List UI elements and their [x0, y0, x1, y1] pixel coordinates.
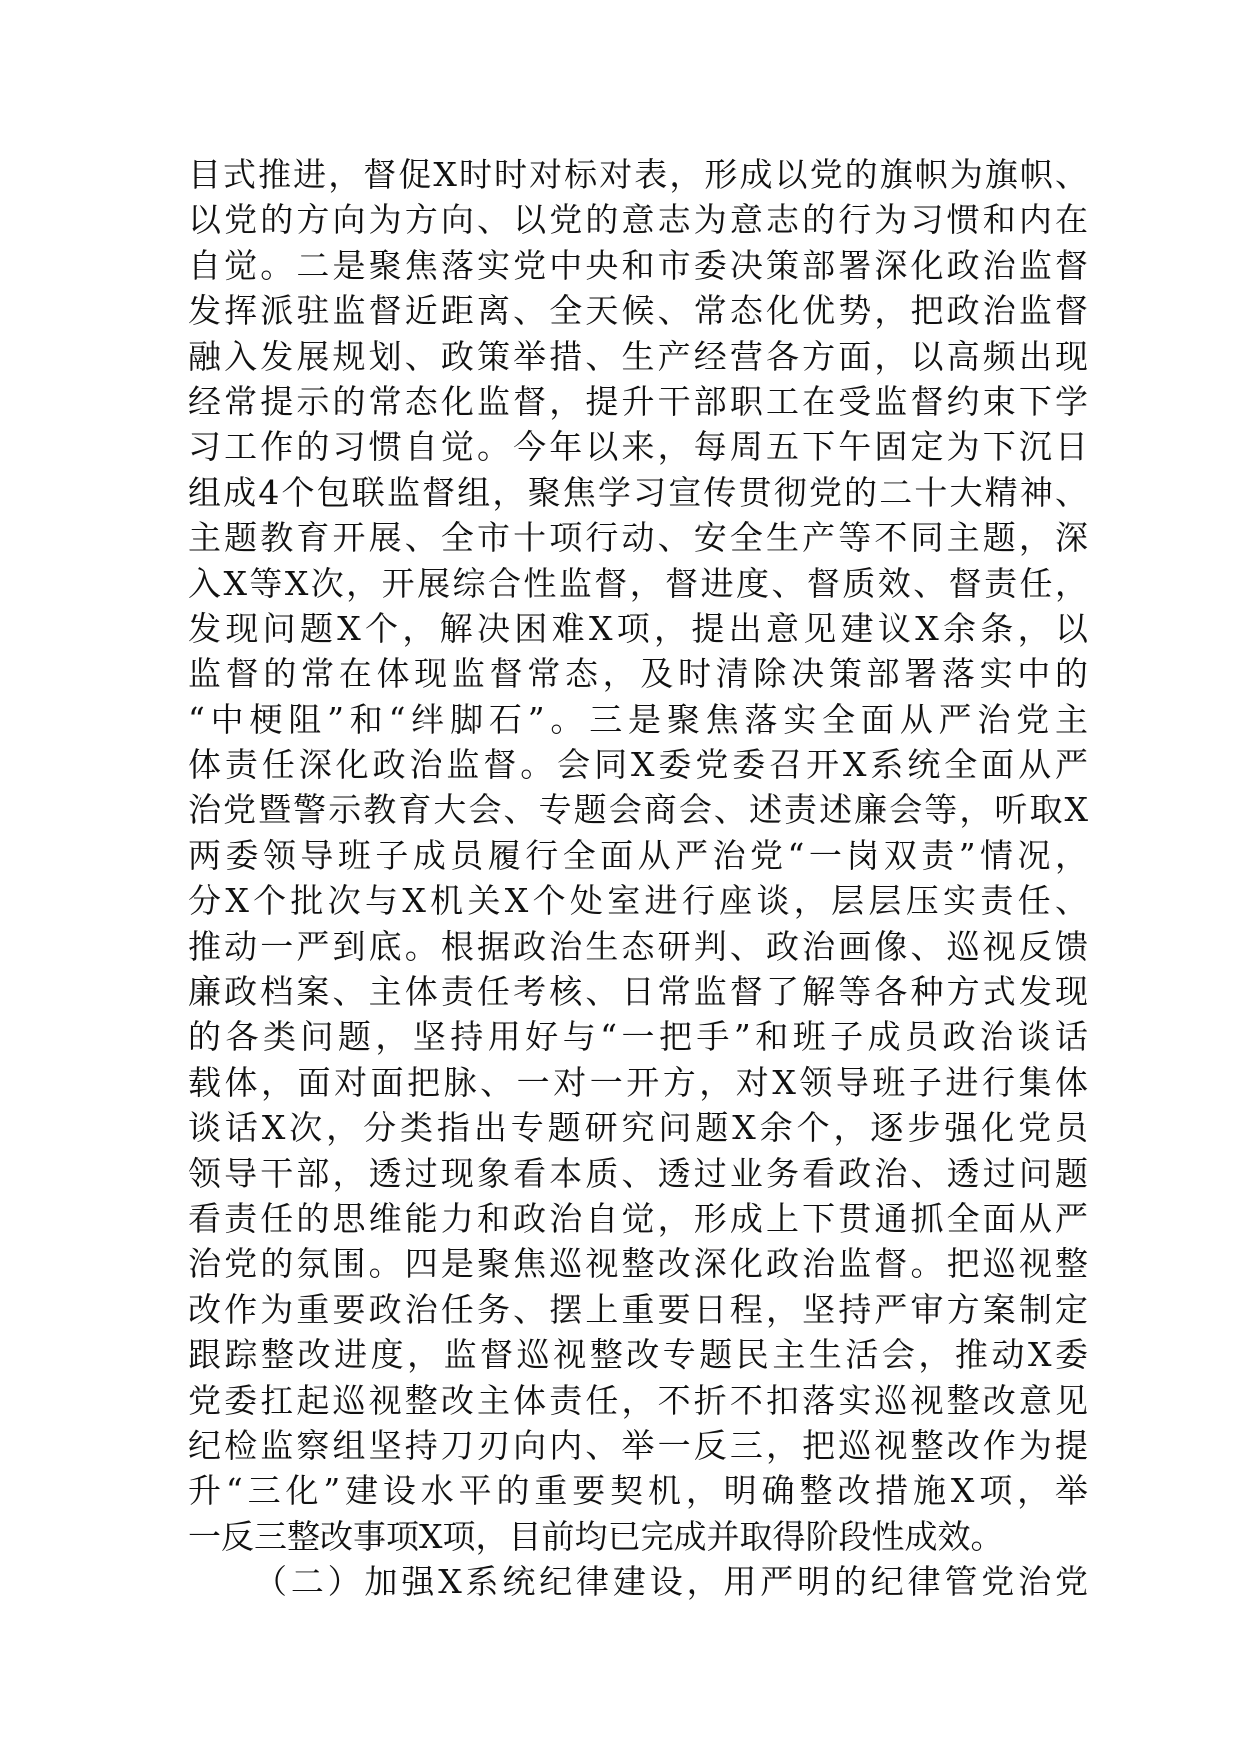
- text-line: 体责任深化政治监督。会同X委党委召开X系统全面从严: [188, 745, 1088, 785]
- text-line: 主题教育开展、全市十项行动、安全生产等不同主题，深: [188, 518, 1088, 558]
- text-line: 载体，面对面把脉、一对一开方，对X领导班子进行集体: [188, 1062, 1088, 1102]
- text-line: 谈话X次，分类指出专题研究问题X余个，逐步强化党员: [188, 1108, 1088, 1148]
- text-line: 改作为重要政治任务、摆上重要日程，坚持严审方案制定: [188, 1289, 1088, 1329]
- section-heading: （二）加强X系统纪律建设，用严明的纪律管党治党: [254, 1562, 1088, 1602]
- text-line: 领导干部，透过现象看本质、透过业务看政治、透过问题: [188, 1153, 1088, 1193]
- text-line: 治党暨警示教育大会、专题会商会、述责述廉会等，听取X: [188, 790, 1088, 830]
- body-text: [188, 152, 1088, 1605]
- text-line: 分X个批次与X机关X个处室进行座谈，层层压实责任、: [188, 881, 1088, 921]
- text-line: 纪检监察组坚持刀刃向内、举一反三，把巡视整改作为提: [188, 1425, 1088, 1465]
- text-line: 升“三化”建设水平的重要契机，明确整改措施X项，举: [188, 1471, 1088, 1511]
- text-line: 的各类问题，坚持用好与“一把手”和班子成员政治谈话: [188, 1017, 1088, 1057]
- text-line: 一反三整改事项X项，目前均已完成并取得阶段性成效。: [188, 1516, 1004, 1556]
- text-line: 看责任的思维能力和政治自觉，形成上下贯通抓全面从严: [188, 1198, 1088, 1238]
- text-line: 监督的常在体现监督常态，及时清除决策部署落实中的: [188, 654, 1088, 694]
- text-line: “中梗阻”和“绊脚石”。三是聚焦落实全面从严治党主: [188, 699, 1088, 739]
- text-line: 融入发展规划、政策举措、生产经营各方面，以高频出现: [188, 336, 1088, 376]
- text-line: 推动一严到底。根据政治生态研判、政治画像、巡视反馈: [188, 926, 1088, 966]
- text-line: 廉政档案、主体责任考核、日常监督了解等各种方式发现: [188, 972, 1088, 1012]
- text-line: 发挥派驻监督近距离、全天候、常态化优势，把政治监督: [188, 291, 1088, 331]
- text-line: 以党的方向为方向、以党的意志为意志的行为习惯和内在: [188, 200, 1088, 240]
- text-line: 习工作的习惯自觉。今年以来，每周五下午固定为下沉日: [188, 427, 1088, 467]
- text-line: 党委扛起巡视整改主体责任，不折不扣落实巡视整改意见: [188, 1380, 1088, 1420]
- text-line: 组成4个包联监督组，聚焦学习宣传贯彻党的二十大精神、: [188, 472, 1088, 512]
- text-line: 目式推进，督促X时时对标对表，形成以党的旗帜为旗帜、: [188, 155, 1088, 194]
- text-line: 发现问题X个，解决困难X项，提出意见建议X余条，以: [188, 608, 1088, 648]
- text-line: 入X等X次，开展综合性监督，督进度、督质效、督责任，: [188, 563, 1088, 603]
- text-line: 跟踪整改进度，监督巡视整改专题民主生活会，推动X委: [188, 1335, 1088, 1375]
- text-line: 经常提示的常态化监督，提升干部职工在受监督约束下学: [188, 381, 1088, 421]
- text-line: 自觉。二是聚焦落实党中央和市委决策部署深化政治监督: [188, 245, 1088, 285]
- text-line: 两委领导班子成员履行全面从严治党“一岗双责”情况，: [188, 835, 1088, 875]
- text-line: 治党的氛围。四是聚焦巡视整改深化政治监督。把巡视整: [188, 1244, 1088, 1284]
